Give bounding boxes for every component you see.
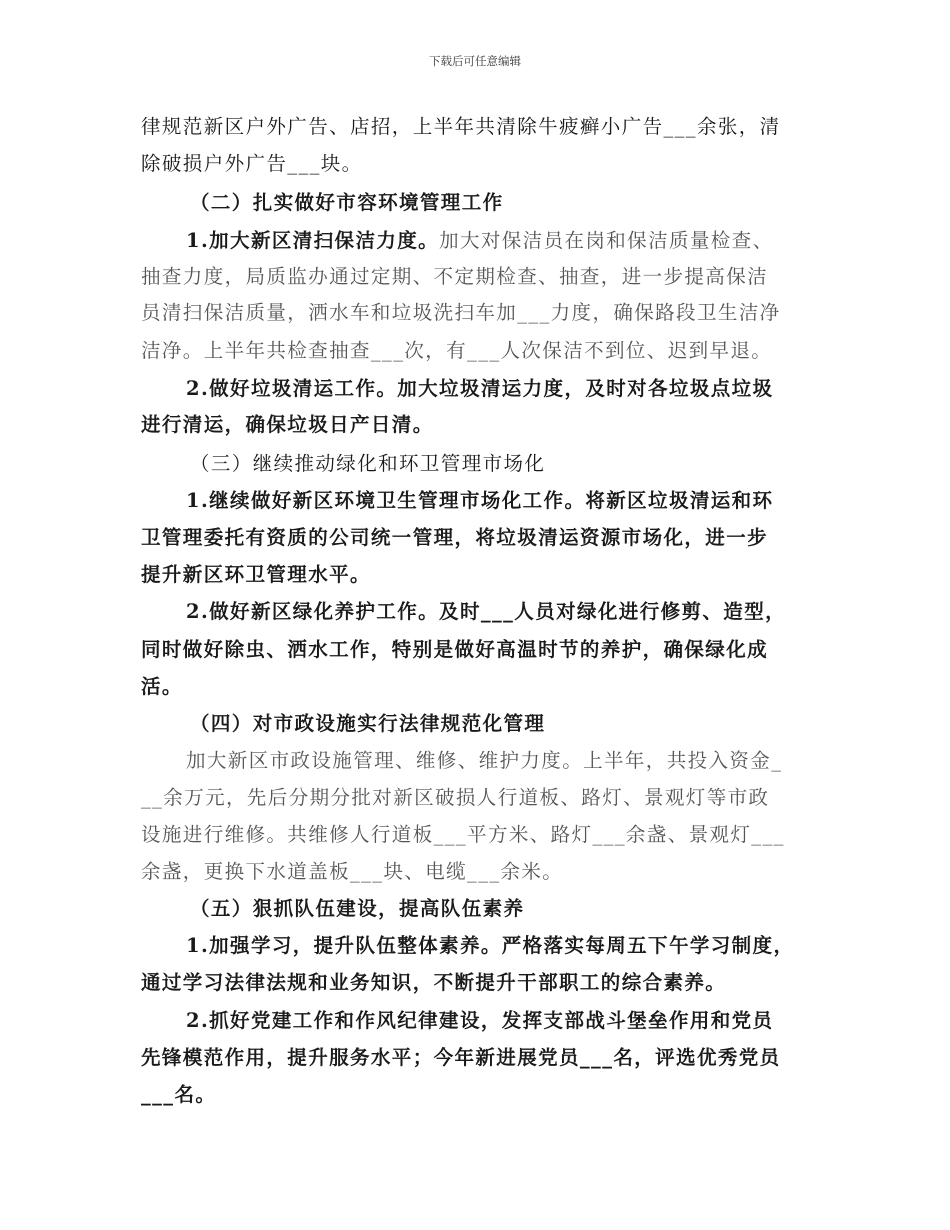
text-line: 洁净。上半年共检查抽查___次，有___人次保洁不到位、迟到早退。	[141, 339, 773, 362]
text-line: 卫管理委托有资质的公司统一管理，将垃圾清运资源市场化，进一步	[141, 526, 769, 549]
text-line: 设施进行维修。共维修人行道板___平方米、路灯___余盏、景观灯___	[141, 823, 785, 846]
text-line: 进行清运，确保垃圾日产日清。	[141, 413, 434, 436]
paragraph-lead: 1.加大新区清扫保洁力度。	[186, 229, 440, 252]
section-heading: （五）狠抓队伍建设，提高队伍素养	[190, 897, 525, 920]
text-line: 1.继续做好新区环境卫生管理市场化工作。将新区垃圾清运和环	[186, 489, 774, 512]
text-line: __余万元，先后分期分批对新区破损人行道板、路灯、景观灯等市政	[141, 786, 770, 809]
section-heading: （二）扎实做好市容环境管理工作	[190, 191, 504, 214]
text-line: 通过学习法律法规和业务知识，不断提升干部职工的综合素养。	[141, 971, 727, 994]
text-line: 律规范新区户外广告、店招，上半年共清除牛疲癣小广告___余张，清	[141, 115, 781, 138]
text-line: ___名。	[141, 1083, 217, 1106]
text-line: 同时做好除虫、洒水工作，特别是做好高温时节的养护，确保绿化成	[141, 638, 769, 661]
text-line: 抽查力度，局质监办通过定期、不定期检查、抽查，进一步提高保洁	[141, 265, 769, 288]
text-line: 1.加强学习，提升队伍整体素养。严格落实每周五下午学习制度，	[186, 934, 795, 957]
text-line: 加大新区市政设施管理、维修、维护力度。上半年，共投入资金_	[186, 749, 783, 772]
text-line: 余盏，更换下水道盖板___块、电缆___余米。	[141, 860, 564, 883]
text-line: 活。	[141, 675, 183, 698]
text-line: 提升新区环卫管理水平。	[141, 563, 371, 586]
header-note: 下载后可任意编辑	[429, 54, 521, 68]
text-line: 员清扫保洁质量，洒水车和垃圾洗扫车加___力度，确保路段卫生洁净	[141, 301, 781, 324]
section-heading: （四）对市政设施实行法律规范化管理	[190, 712, 546, 735]
paragraph-line-first	[186, 228, 773, 254]
text-line: 除破损户外广告___块。	[141, 152, 363, 175]
text-line: 2.做好垃圾清运工作。加大垃圾清运力度，及时对各垃圾点垃圾	[186, 377, 774, 400]
section-heading: （三）继续推动绿化和环卫管理市场化	[190, 452, 546, 475]
text-line: 先锋模范作用，提升服务水平；今年新进展党员___名，评选优秀党员	[141, 1046, 781, 1069]
text-line: 2.抓好党建工作和作风纪律建设，发挥支部战斗堡垒作用和党员	[186, 1009, 774, 1032]
paragraph-text: 加大对保洁员在岗和保洁质量检查、	[439, 229, 774, 252]
text-line: 2.做好新区绿化养护工作。及时___人员对绿化进行修剪、造型，	[186, 600, 787, 623]
